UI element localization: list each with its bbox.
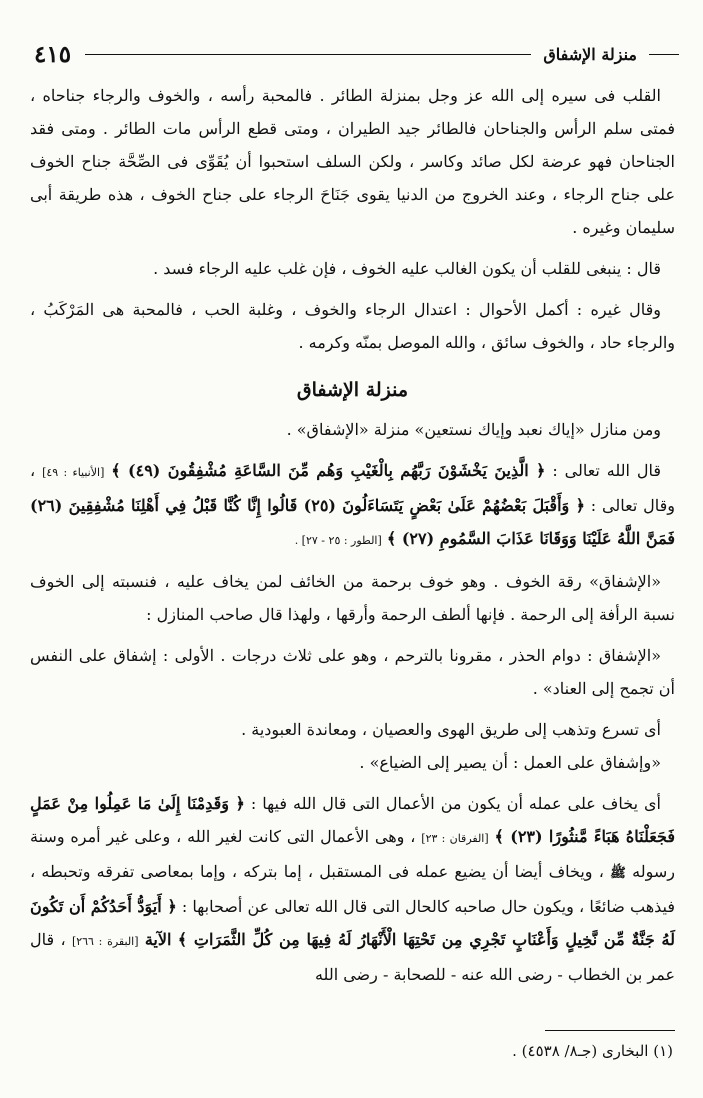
paragraph-manazil-quote: «الإشفاق : دوام الحذر ، مقرونا بالترحم ، وهو على ثلاث درجات . الأولى : إشفاق على النفس أن تجمح إلى العناد» .	[30, 646, 675, 698]
text-segment: ، وهى الأعمال التى كانت لغير الله ، وعلى غير أمره وسنة رسوله	[30, 827, 675, 881]
page-header	[34, 34, 679, 74]
header-rule-right	[649, 54, 679, 55]
paragraph-fear-for-deeds	[30, 787, 675, 991]
paragraph-work-quote: «وإشفاق على العمل : أن يصير إلى الضياع» .	[359, 753, 661, 772]
running-title: منزلة الإشفاق	[543, 44, 637, 64]
page-number: ٤١٥	[34, 40, 72, 68]
footnote: (١) البخارى (جـ٨/ ٤٥٣٨) .	[512, 1042, 673, 1060]
paragraph-quran-verses	[30, 454, 675, 557]
text-segment: أى يخاف على عمله أن يكون من الأعمال التى قال الله فيها :	[250, 794, 661, 813]
verse-reference-2: [الطور : ٢٥ - ٢٧] .	[294, 534, 382, 547]
paragraph-ishfaq-definition: «الإشفاق» رقة الخوف . وهو خوف برحمة من الخائف لمن يخاف عليه ، فنسبته إلى الخوف نسبة الرأفة إلى الرحمة . فإنها ألطف الرحمة وأرقها ، ولهذا قال صاحب المنازل :	[30, 572, 675, 624]
paragraph-station-intro: ومن منازل «إياك نعبد وإياك نستعين» منزلة «الإشفاق» .	[286, 420, 661, 439]
quran-verse-tur: ﴿ وَأَقْبَلَ بَعْضُهُمْ عَلَىٰ بَعْضٍ يَتَسَاءَلُونَ (٢٥) قَالُوا إِنَّا كُنَّا قَبْلُ فِي أَهْلِنَا مُشْفِقِينَ (٢٦) فَمَنَّ اللَّهُ عَلَيْنَا وَوَقَانَا عَذَابَ السَّمُومِ (٢٧) ﴾	[30, 496, 675, 548]
footnote-rule	[545, 1030, 675, 1031]
page-body	[30, 79, 675, 991]
paragraph-fear-dominance: قال : ينبغى للقلب أن يكون الغالب عليه الخوف ، فإن غلب عليه الرجاء فسد .	[153, 259, 661, 278]
section-title: منزلة الإشفاق	[296, 379, 409, 401]
quran-verse-furqan: ﴿ وَقَدِمْنَا إِلَىٰ مَا عَمِلُوا مِنْ عَمَلٍ فَجَعَلْنَاهُ هَبَاءً مَّنثُورًا (٢٣) ﴾	[30, 794, 675, 846]
quran-verse-anbiya: ﴿ الَّذِينَ يَخْشَوْنَ رَبَّهُم بِالْغَيْبِ وَهُم مِّنَ السَّاعَةِ مُشْفِقُونَ (٤٩) ﴾	[111, 461, 546, 480]
header-rule-left	[85, 54, 531, 55]
paragraph-perfect-states: وقال غيره : أكمل الأحوال : اعتدال الرجاء والخوف ، وغلبة الحب ، فالمحبة هى المَرْكَبُ ، والرجاء حاد ، والخوف سائق ، والله الموصل بمنّه وكرمه .	[30, 300, 675, 352]
verse-intro: قال الله تعالى :	[552, 461, 662, 480]
verse-tail: الآية	[144, 930, 172, 949]
text-segment: ، ويخاف أيضا أن يضيع عمله فى المستقبل ، إما بتركه ، وإما بمعاصى تفرقه وتحبطه ، فيذهب ضائعًا ، ويكون حال صاحبه كالحال التى قال الله تعالى عن أصحابها :	[30, 862, 675, 916]
verse-reference-3: [الفرقان : ٢٣]	[421, 832, 489, 845]
verse-reference-4: [البقرة : ٢٦٦]	[71, 935, 139, 948]
verse-intro-2: ، وقال تعالى :	[30, 461, 676, 515]
salawat-mark: ﷺ	[610, 866, 626, 881]
quran-verse-baqara: ﴿ أَيَوَدُّ أَحَدُكُمْ أَن تَكُونَ لَهُ جَنَّةٌ مِّن نَّخِيلٍ وَأَعْنَابٍ تَجْرِي مِن تَحْتِهَا الْأَنْهَارُ لَهُ فِيهَا مِن كُلِّ الثَّمَرَاتِ ﴾	[30, 897, 676, 949]
paragraph-explanation: أى تسرع وتذهب إلى طريق الهوى والعصيان ، ومعاندة العبودية .	[241, 720, 661, 739]
text-segment: ، قال عمر بن الخطاب - رضى الله عنه - للصحابة - رضى الله	[30, 930, 675, 984]
paragraph-bird-analogy: القلب فى سيره إلى الله عز وجل بمنزلة الطائر . فالمحبة رأسه ، والخوف والرجاء جناحاه ، فمتى سلم الرأس والجناحان فالطائر جيد الطيران ، ومتى قطع الرأس مات الطائر . ومتى فقد الجناحان فهو عرضة لكل صائد وكاسر ، ولكن السلف استحبوا أن يُقَوِّى فى الصِّحَّة جناح الخوف على جناح الرجاء ، وعند الخروج من الدنيا يقوى جَنَاحَ الرجاء على جناح الخوف ، هذه طريقة أبى سليمان وغيره .	[30, 86, 676, 237]
verse-reference: [الأنبياء : ٤٩]	[42, 466, 105, 479]
